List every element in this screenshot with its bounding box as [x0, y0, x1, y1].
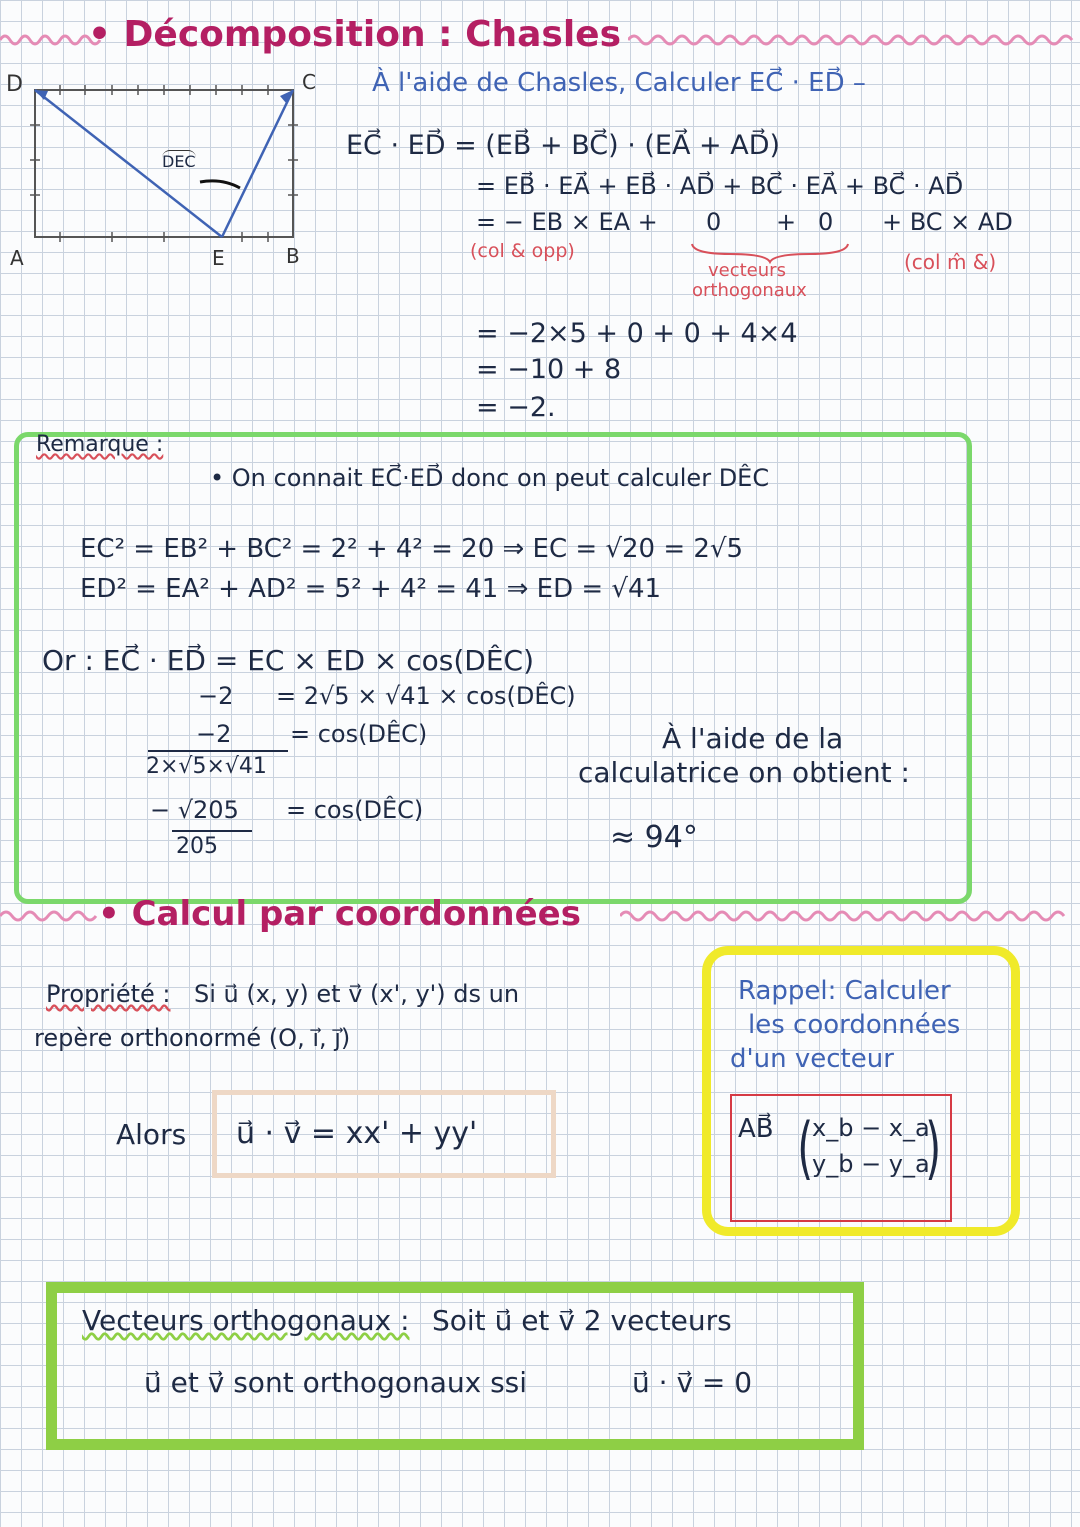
property-text-2: repère orthonormé (O, i⃗, j⃗)	[34, 1024, 351, 1052]
alors-label: Alors	[116, 1118, 187, 1151]
figure-label-c: C	[302, 70, 316, 94]
note-collinear-same: (col m̂ &)	[904, 250, 997, 274]
calc-line-3e: + BC × AD	[882, 208, 1013, 236]
angle-result: ≈ 94°	[610, 820, 698, 855]
calc-line-4: = −2×5 + 0 + 0 + 4×4	[476, 318, 798, 349]
calc-line-3a: = − EB × EA +	[476, 208, 658, 236]
title2-wave-left	[0, 906, 110, 926]
note-collinear-opposite: (col & opp)	[470, 240, 575, 262]
remarque-ed2: ED² = EA² + AD² = 5² + 4² = 41 ⇒ ED = √41	[80, 574, 662, 604]
property-label: Propriété :	[46, 980, 171, 1008]
figure-angle-label: DEC	[162, 152, 196, 171]
figure-label-e: E	[212, 246, 225, 270]
remarque-ec2: EC² = EB² + BC² = 2² + 4² = 20 ⇒ EC = √20 = 2√5	[80, 534, 744, 564]
fraction-2-bar	[172, 830, 252, 832]
rappel-vector: AB⃗	[738, 1114, 774, 1144]
calculator-note-1: À l'aide de la	[662, 722, 844, 755]
figure-label-d: D	[6, 72, 23, 97]
fraction-2-denominator: 205	[176, 834, 218, 859]
orthogonal-text-1: Soit u⃗ et v⃗ 2 vecteurs	[432, 1304, 732, 1337]
fraction-2-numerator: − √205	[150, 796, 239, 824]
note-orthogonal-1: vecteurs	[708, 260, 786, 281]
section-title-coordinates: • Calcul par coordonnées	[98, 894, 581, 934]
calculator-note-2: calculatrice on obtient :	[578, 756, 910, 789]
rappel-x-coordinate: x_b − x_a	[812, 1114, 930, 1142]
rappel-line-2: les coordonnées	[748, 1010, 961, 1040]
orthogonal-title: Vecteurs orthogonaux :	[82, 1304, 410, 1337]
rappel-y-coordinate: y_b − y_a	[812, 1150, 930, 1178]
rappel-line-3: d'un vecteur	[730, 1044, 894, 1074]
title2-wave-right	[620, 906, 1075, 926]
intro-text: À l'aide de Chasles, Calculer EC⃗ · ED⃗ –	[372, 68, 866, 98]
remarque-or-2b: = 2√5 × √41 × cos(DÊC)	[276, 682, 576, 710]
calc-line-1: EC⃗ · ED⃗ = (EB⃗ + BC⃗) · (EA⃗ + AD⃗)	[346, 130, 781, 161]
section-title-decomposition: • Décomposition : Chasles	[88, 14, 622, 55]
remarque-text: • On connait EC⃗·ED⃗ donc on peut calculer DÊC	[210, 464, 770, 492]
calc-line-3c: +	[776, 208, 797, 236]
calc-line-6: = −2.	[476, 392, 556, 423]
calc-line-3d: 0	[818, 208, 834, 236]
title-wave-right	[628, 30, 1078, 50]
rappel-paren-right: )	[925, 1109, 942, 1188]
orthogonal-text-3: u⃗ · v⃗ = 0	[632, 1366, 753, 1399]
property-text-1: Si u⃗ (x, y) et v⃗ (x', y') ds un	[194, 980, 520, 1008]
note-orthogonal-2: orthogonaux	[692, 280, 807, 301]
calc-line-5: = −10 + 8	[476, 354, 622, 385]
remarque-title: Remarque :	[36, 432, 164, 457]
calc-line-3b: 0	[706, 208, 722, 236]
orthogonal-text-2: u⃗ et v⃗ sont orthogonaux ssi	[144, 1366, 528, 1399]
calc-line-2: = EB⃗ · EA⃗ + EB⃗ · AD⃗ + BC⃗ · EA⃗ + BC⃗ · AD⃗	[476, 172, 964, 200]
fraction-2-rhs: = cos(DÊC)	[286, 796, 424, 824]
dot-product-formula: u⃗ · v⃗ = xx' + yy'	[236, 1116, 478, 1151]
figure-label-a: A	[10, 246, 24, 270]
fraction-1-rhs: = cos(DÊC)	[290, 720, 428, 748]
figure-label-b: B	[286, 244, 300, 268]
fraction-1-denominator: 2×√5×√41	[146, 754, 267, 779]
remarque-or-2a: −2	[198, 682, 234, 710]
rappel-line-1: Rappel: Calculer	[738, 976, 951, 1006]
fraction-1-numerator: −2	[196, 720, 232, 748]
fraction-1-bar	[148, 750, 288, 752]
remarque-or-1: Or : EC⃗ · ED⃗ = EC × ED × cos(DÊC)	[42, 644, 535, 677]
rappel-paren-left: (	[797, 1109, 814, 1188]
